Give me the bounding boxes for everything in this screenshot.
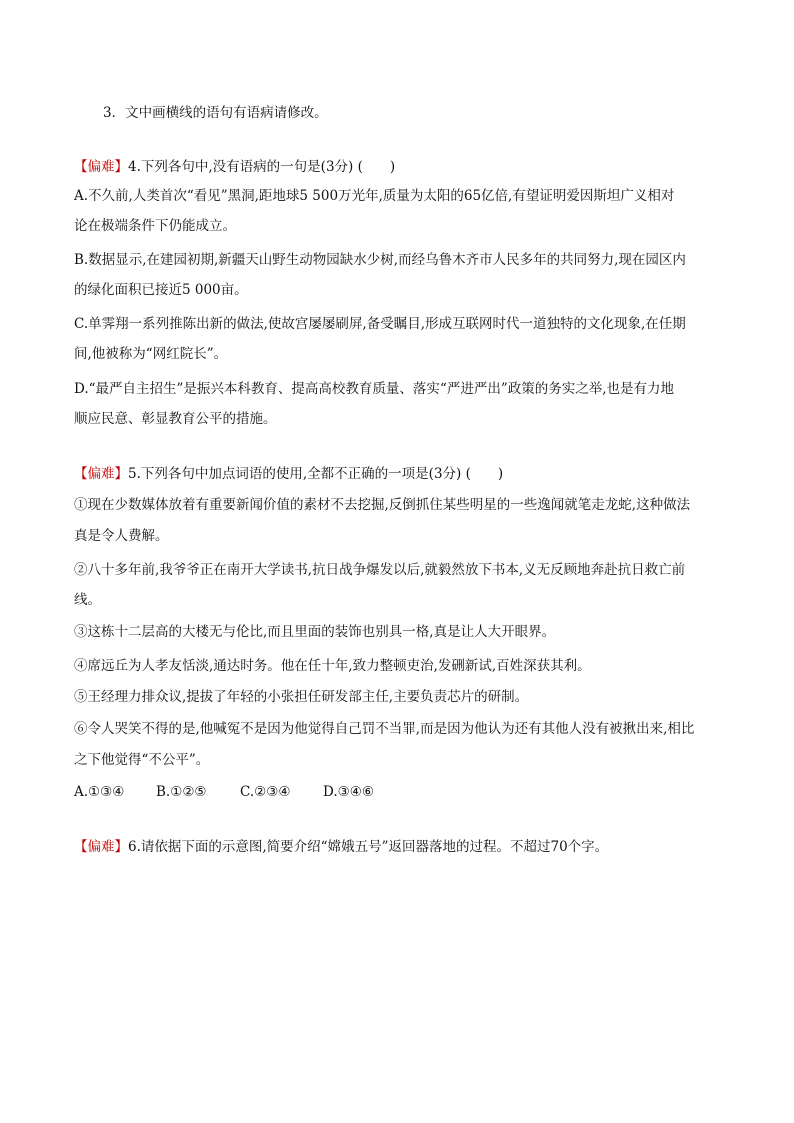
question-6-stem: [74, 837, 608, 857]
item-1-line-2: 真是令人费解。: [74, 528, 169, 544]
choice-d: D.③④⑥: [323, 784, 374, 800]
option-d-line-2: 顺应民意、彰显教育公平的措施。: [74, 411, 277, 427]
question-4-stem: [74, 157, 395, 177]
difficulty-tag: 【偏难】: [74, 159, 128, 175]
option-b-line-1: B.数据显示,在建园初期,新疆天山野生动物园缺水少树,而经乌鲁木齐市人民多年的共同努力,现在园区内: [74, 252, 686, 268]
difficulty-tag: 【偏难】: [74, 466, 128, 482]
option-d-line-1: D.“最严自主招生”是振兴本科教育、提高高校教育质量、落实“严进严出”政策的务实之举,也是有力地: [74, 381, 675, 397]
item-2-line-2: 线。: [74, 592, 101, 608]
item-2-line-1: ②八十多年前,我爷爷正在南开大学读书,抗日战争爆发以后,就毅然放下书本,义无反顾地奔赴抗日救亡前: [74, 562, 686, 578]
option-a-line-1: A.不久前,人类首次“看见”黑洞,距地球5 500万光年,质量为太阳的65亿倍,有望证明爱因斯坦广义相对: [74, 188, 675, 204]
choice-a: A.①③④: [74, 784, 125, 800]
option-b-line-2: 的绿化面积已接近5 000亩。: [74, 282, 248, 298]
answer-choices: [74, 782, 374, 802]
question-5-text: 5.下列各句中加点词语的使用,全都不正确的一项是(3分) ( ): [128, 466, 504, 482]
option-a-line-2: 论在极端条件下仍能成立。: [74, 218, 236, 234]
item-3: ③这栋十二层高的大楼无与伦比,而且里面的装饰也别具一格,真是让人大开眼界。: [74, 624, 556, 640]
item-4: ④席远丘为人孝友恬淡,通达时务。他在任十年,致力整顿吏治,发硎新试,百姓深获其利。: [74, 658, 591, 674]
option-c-line-2: 间,他被称为“网红院长”。: [74, 346, 228, 362]
item-6-line-1: ⑥令人哭笑不得的是,他喊冤不是因为他觉得自己罚不当罪,而是因为他认为还有其他人没有被揪出来,相比: [74, 721, 695, 737]
choice-c: C.②③④: [240, 784, 291, 800]
difficulty-tag: 【偏难】: [74, 839, 128, 855]
option-c-line-1: C.单霁翔一系列推陈出新的做法,使故宫屡屡刷屏,备受瞩目,形成互联网时代一道独特的文化现象,在任期: [74, 316, 686, 332]
question-5-stem: [74, 464, 503, 484]
item-6-line-2: 之下他觉得“不公平”。: [74, 752, 210, 768]
choice-b: B.①②⑤: [156, 784, 207, 800]
question-6-text: 6.请依据下面的示意图,简要介绍“嫦娥五号”返回器落地的过程。不超过70个字。: [128, 839, 609, 855]
item-1-line-1: ①现在少数媒体放着有重要新闻价值的素材不去挖掘,反倒抓住某些明星的一些逸闻就笔走龙蛇,这种做法: [74, 497, 691, 513]
question-3: 3．文中画横线的语句有语病请修改。: [103, 105, 328, 121]
item-5: ⑤王经理力排众议,提拔了年轻的小张担任研发部主任,主要负责芯片的研制。: [74, 689, 529, 705]
question-4-text: 4.下列各句中,没有语病的一句是(3分) ( ): [128, 159, 396, 175]
